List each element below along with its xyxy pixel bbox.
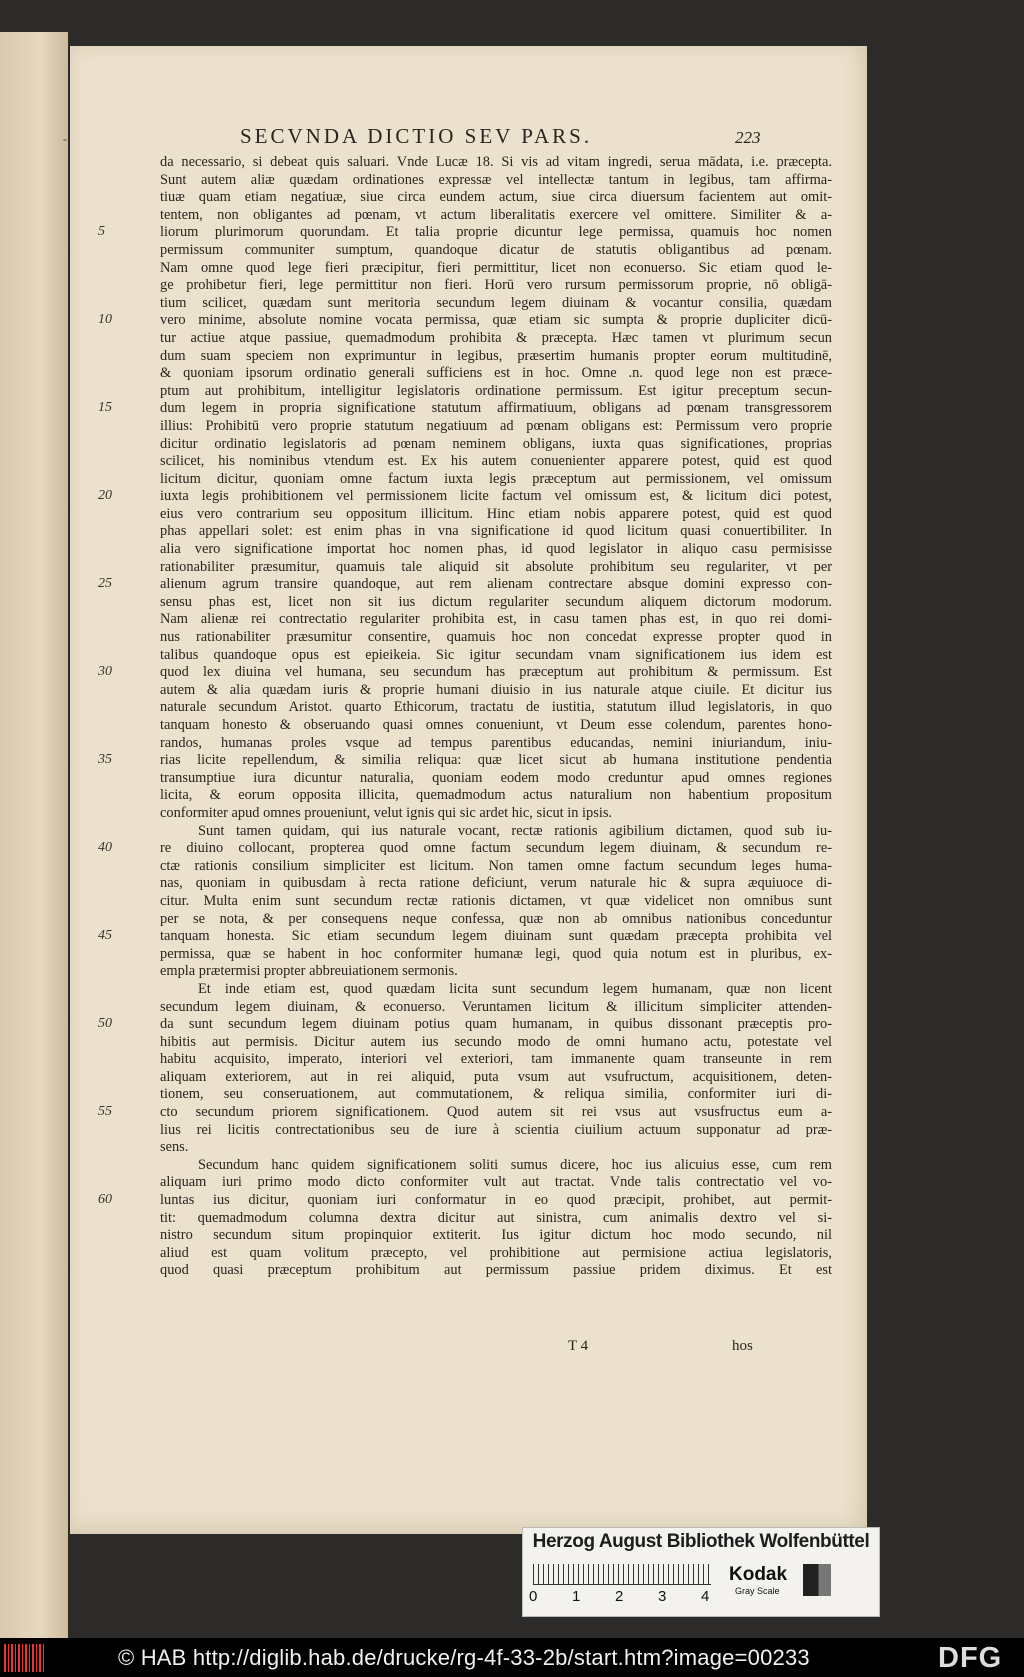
text-line: iuxta legis prohibitionem vel permissionem licite factum vel omissum est, & licitum dici potest,	[160, 488, 832, 505]
running-head	[63, 124, 867, 152]
text-line: illius: Prohibitū vero proprie statutum negatiuum ad pœnam obligans est: Permissum vero proprie	[160, 417, 832, 434]
text-line: & quoniam ipsorum ordinatio generali sufficiens est in hoc. Omne .n. quod lege non est præce-	[160, 365, 832, 382]
text-line: randos, humanas proles vsque ad tempus parentibus educandas, nemini iniuriandum, iniu-	[160, 734, 832, 751]
footer-bar	[0, 1638, 1024, 1677]
text-line: ptum aut prohibitum, intelligitur legislatoris ordinatione permissum. Est igitur preceptum secun-	[160, 382, 832, 399]
text-line: nus rationabiliter præsumitur consentire, quamuis hoc non concedat expresse propter quod in	[160, 629, 832, 646]
text-line: tiuæ quam etiam negatiuæ, siue circa eundem actum, siue circa diuersum facientem aut omit-	[160, 189, 832, 206]
line-number: 15	[98, 400, 112, 416]
gray-swatch	[803, 1564, 831, 1596]
library-name: Herzog August Bibliothek Wolfenbüttel	[532, 1531, 870, 1552]
text-line: per se nota, & per consequens neque confessa, quæ non ab omnibus nationibus conceduntur	[160, 910, 832, 927]
text-line: licita, & eorum opposita illicita, quemadmodum actus naturalium non habentium propositum	[160, 787, 832, 804]
line-number: 50	[98, 1016, 112, 1032]
text-line: da necessario, si debeat quis saluari. Vnde Lucæ 18. Si vis ad vitam ingredi, serua mādata, i.e. præcepta.	[160, 154, 832, 170]
text-line: rationabiliter præsumitur, quamuis tale aliquid sit absolute prohibitum seu regulariter, vt per	[160, 558, 832, 575]
text-line: dum suam speciem non exprimuntur in legibus, præsertim humanis propter eorum multitudinē,	[160, 347, 832, 364]
source-url[interactable]: © HAB http://diglib.hab.de/drucke/rg-4f-33-2b/start.htm?image=00233	[118, 1645, 810, 1670]
text-line: lius rei licitis contrectationibus seu de iure à scientia ciuilium actuum supponatur ad præ-	[160, 1121, 832, 1138]
line-number: 25	[98, 576, 112, 592]
text-line: aliquam iuri primo modo dicto conformiter vult aut tractat. Vnde talis contrectatio vel vo-	[160, 1174, 832, 1191]
text-line: alia vero significatione importat hoc nomen phas, id quod legislator in aliquo casu permisisse	[160, 541, 832, 558]
text-line: da sunt secundum legem diuinam potius quam humanam, in quibus dissonant præceptis pro-	[160, 1016, 832, 1033]
line-number: 60	[98, 1192, 112, 1208]
text-line: sensu phas est, licet non sit ius dictum regulariter secundum aliquem dictorum modorum.	[160, 593, 832, 610]
text-line: conformiter apud omnes proueniunt, velut ignis qui sic ardet hic, sicut in ipsis.	[160, 804, 613, 821]
text-line: Et inde etiam est, quod quædam licita sunt secundum legem humanam, quæ non licent	[198, 980, 832, 997]
scale-number: 1	[572, 1588, 581, 1605]
text-line: tur actiue atque passiue, quemadmodum prohibita & præcepta. Hæc tamen vt plurimum secun	[160, 329, 832, 346]
text-line: vero minime, absolute nomine vocata permissa, quæ etiam sic sumpta & proprie dupliciter dicū-	[160, 312, 832, 329]
line-number: 55	[98, 1104, 112, 1120]
text-line: tionem, seu conseruationem, aut commutationem, & reliqua similia, conformiter iuri di-	[160, 1086, 832, 1103]
text-line: tentem, non obligantes ad pœnam, vt actum liberalitatis exercere vel omittere. Similiter & a-	[160, 206, 832, 223]
text-line: quod lex diuina vel humana, seu secundum has præceptum aut prohibitum & permissum. Est	[160, 664, 832, 681]
text-line: ctæ rationis consilium simpliciter est licitum. Non tamen omne factum secundum leges huma-	[160, 857, 832, 874]
line-number: 45	[98, 928, 112, 944]
scale-number: 2	[615, 1588, 624, 1605]
text-line: transumptiue iura dicuntur naturalia, quoniam eodem modo creduntur apud omnes regiones	[160, 769, 832, 786]
line-number: 35	[98, 752, 112, 768]
text-line: ge prohibetur fieri, lege permittitur non fieri. Horū vero rursum permissorum proprie, nō obligā-	[160, 277, 832, 294]
text-line: cto secundum priorem significationem. Quod autem sit rei vsus aut vsusfructus eum a-	[160, 1104, 832, 1121]
scale-number: 3	[658, 1588, 667, 1605]
signature-mark: T 4	[568, 1338, 589, 1354]
text-line: phas appellari solet: est enim phas in vna significatione id quod licitum quasi conuertibiliter. In	[160, 523, 832, 540]
library-color-label	[522, 1527, 880, 1617]
text-line: nas, quoniam in quibusdam à recta ratione deficiunt, verum naturale hic & supra æquiuoce di-	[160, 875, 832, 892]
text-line: autem & alia quædam iuris & proprie humani diuisio in ius naturale atque ciuile. Et dicitur ius	[160, 681, 832, 698]
previous-page-edge	[0, 32, 68, 1638]
text-line: luntas ius dicitur, quoniam iuri conformatur in eo quod præcipit, prohibet, aut permit-	[160, 1192, 832, 1209]
line-number: 10	[98, 312, 112, 328]
text-line: eius vero contrarium seu oppositum illicitum. Hinc etiam nobis apparere potest, quid est quod	[160, 505, 832, 522]
text-line: tit: quemadmodum columna dextra dicitur aut sinistra, cum animalis dextro vel si-	[160, 1209, 832, 1226]
text-line: naturale secundum Aristot. quarto Ethicorum, tractatu de iustitia, statutum illud legislatoris, in quo	[160, 699, 832, 716]
text-line: nistro secundum situm propinquior extiterit. Ius igitur dictum hoc modo secundo, nil	[160, 1227, 832, 1244]
text-line: Sunt autem aliæ quædam ordinationes expressæ vel intellectæ tantum in legibus, tam affirma-	[160, 171, 832, 188]
text-line: tium scilicet, quædam sunt meritoria secundum legem diuinam & vocantur consilia, quædam	[160, 294, 832, 311]
text-line: secundum legem diuinam, & econuerso. Veruntamen licitum & illicitum simpliciter attenden-	[160, 998, 832, 1015]
text-line: licitum dicitur, quoniam omne factum iuxta legis præceptum aut permissionem, vel omissum	[160, 470, 832, 487]
line-number: 40	[98, 840, 112, 856]
running-head-title: SECVNDA DICTIO SEV PARS.	[240, 124, 593, 148]
text-line: permissum communiter sumptum, quandoque dicatur de statutis obligantibus ad pœnam.	[160, 241, 832, 258]
text-line: scilicet, his nominibus vtendum est. Ex his autem conuenienter apparere potest, quid est quod	[160, 453, 832, 470]
text-line: hibitis aut permisis. Dicitur autem ius secundo modo de omni humano actu, potestate vel	[160, 1033, 832, 1050]
text-line: Nam omne quod lege fieri præcipitur, fieri permittitur, licet non econuerso. Sic etiam quod le-	[160, 259, 832, 276]
line-number: 30	[98, 664, 112, 680]
text-line: dum legem in propria significatione statutum affirmatiuum, obligans ad pœnam transgressorem	[160, 400, 832, 417]
text-line: liorum plurimorum quorundam. Et talia proprie dicuntur lege permissa, quamuis hoc nomen	[160, 224, 832, 241]
text-line: talibus quandoque opus est epieikeia. Sic igitur secundam vnam significationem ius idem est	[160, 646, 832, 663]
kodak-gray-scale: Gray Scale	[735, 1586, 780, 1596]
text-line: re diuino collocant, propterea quod omne factum secundum legem diuinam, & secundum re-	[160, 840, 832, 857]
text-line: quod quasi præceptum prohibitum aut permissum passiue pridem diximus. Et est	[160, 1262, 832, 1279]
text-line: permissa, quæ se habent in hoc conformiter humanæ legi, quod quia notum est in pluribus, ex-	[160, 945, 832, 962]
scale-number: 0	[529, 1588, 538, 1605]
barcode-icon	[4, 1644, 46, 1672]
text-line: tanquam honesto & obseruando quasi omnes conueniunt, vt Deum esse colendum, parentes hono-	[160, 717, 832, 733]
text-line: citur. Multa enim sunt secundum rectæ rationis dictamen, vt quæ videlicet non omnibus sunt	[160, 892, 832, 909]
kodak-brand: Kodak	[729, 1564, 788, 1585]
scale-number: 4	[701, 1588, 710, 1605]
line-number: 20	[98, 488, 112, 504]
text-line: aliquam exteriorem, aut in rei aliquid, puta vsum aut vsufructum, acquisitionem, deten-	[160, 1068, 832, 1085]
text-line: Nam alienæ rei contrectatio regulariter prohibita est, in casu tamen phas est, in quo rei domi-	[160, 611, 832, 628]
text-line: dicitur ordinatio legislatoris ad pœnam neminem obligans, iuxta quas significationes, proprias	[160, 435, 832, 452]
text-line: Secundum hanc quidem significationem soliti sumus dicere, hoc ius alicuius esse, cum rem	[198, 1156, 832, 1173]
margin-mark: -	[63, 132, 67, 146]
catchword: hos	[732, 1338, 753, 1354]
dfg-logo: DFG	[938, 1642, 1003, 1674]
text-line: aliud est quam volitum præcepto, vel prohibitione aut permisione actiua legislatoris,	[160, 1244, 832, 1261]
text-line: habitu acquisito, imperato, interiori vel exteriori, tam immanente quam transeunte in rem	[160, 1051, 832, 1068]
text-line: tanquam honesta. Sic etiam secundum legem diuinam sunt quædam præcepta prohibita vel	[160, 928, 832, 945]
book-page	[63, 46, 867, 1534]
text-line: Sunt tamen quidam, qui ius naturale vocant, rectæ rationis agibilium dictamen, quod sub iu-	[198, 822, 832, 839]
text-line: sens.	[160, 1139, 189, 1156]
scale-ruler	[533, 1564, 711, 1585]
page-number: 223	[735, 128, 761, 147]
text-line: alienum agrum transire quandoque, aut rem alienam contrectare absque domini expresso con-	[160, 576, 832, 593]
body-text	[160, 154, 832, 1280]
line-number: 5	[98, 224, 105, 240]
text-line: rias licite repellendum, & similia reliqua: quæ licet sicut ab humana institutione pendentia	[160, 752, 832, 769]
text-line: empla prætermisi propter abbreuiationem sermonis.	[160, 963, 458, 980]
